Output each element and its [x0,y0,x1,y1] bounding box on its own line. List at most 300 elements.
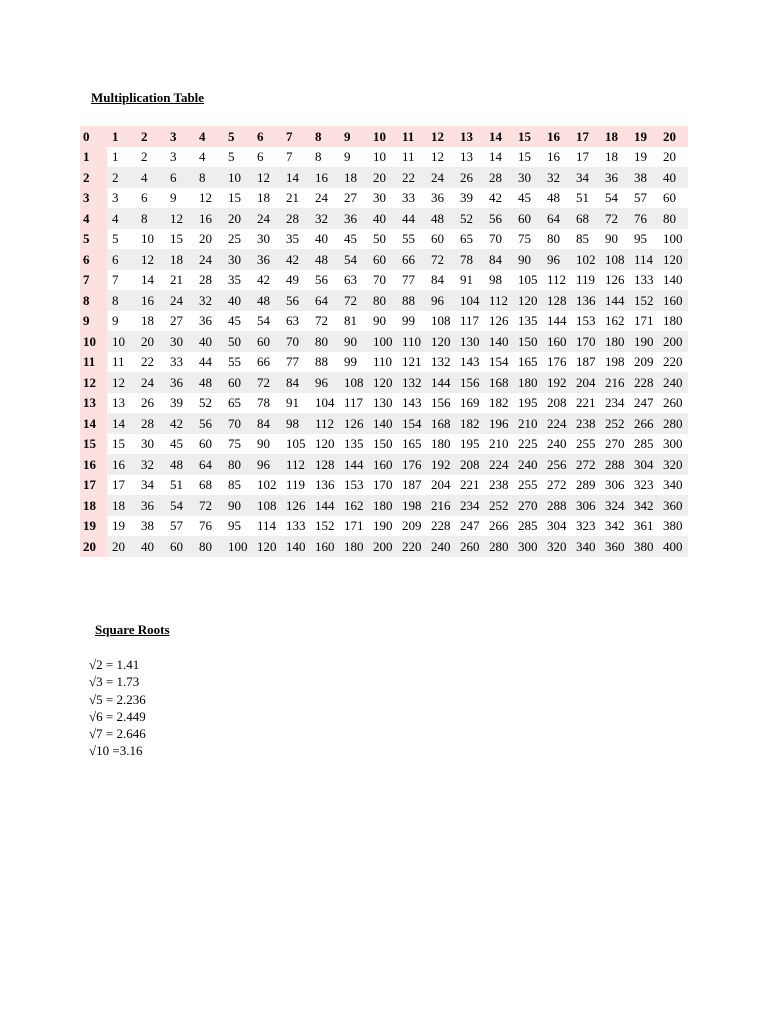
table-cell: 65 [455,229,484,250]
table-cell: 88 [397,290,426,311]
table-cell: 49 [281,270,310,291]
table-cell: 48 [252,290,281,311]
table-cell: 36 [194,311,223,332]
table-cell: 160 [658,290,688,311]
table-header-row [80,126,688,147]
table-cell: 234 [455,495,484,516]
table-cell: 84 [484,249,513,270]
table-cell: 14 [136,270,165,291]
column-header: 9 [339,126,368,147]
table-cell: 44 [397,208,426,229]
table-cell: 8 [310,147,339,168]
row-header: 13 [80,393,107,414]
table-cell: 33 [165,352,194,373]
table-cell: 90 [339,331,368,352]
table-cell: 24 [165,290,194,311]
table-cell: 28 [194,270,223,291]
table-cell: 40 [368,208,397,229]
multiplication-table [80,126,688,557]
table-cell: 340 [658,475,688,496]
table-cell: 40 [194,331,223,352]
table-cell: 66 [252,352,281,373]
table-cell: 210 [484,434,513,455]
table-cell: 32 [542,167,571,188]
table-cell: 42 [281,249,310,270]
table-cell: 120 [252,536,281,557]
multiplication-table-title: Multiplication Table [91,90,205,105]
table-cell: 102 [252,475,281,496]
table-cell: 108 [252,495,281,516]
table-cell: 14 [107,413,136,434]
table-cell: 80 [542,229,571,250]
table-cell: 45 [513,188,542,209]
table-cell: 32 [136,454,165,475]
table-cell: 91 [455,270,484,291]
table-cell: 234 [600,393,629,414]
column-header: 3 [165,126,194,147]
table-cell: 2 [107,167,136,188]
table-cell: 240 [658,372,688,393]
table-cell: 187 [571,352,600,373]
table-cell: 228 [426,516,455,537]
row-header: 11 [80,352,107,373]
table-cell: 38 [136,516,165,537]
table-cell: 72 [252,372,281,393]
table-cell: 72 [194,495,223,516]
table-cell: 247 [455,516,484,537]
column-header: 13 [455,126,484,147]
table-cell: 63 [339,270,368,291]
table-row [80,495,688,516]
table-cell: 45 [165,434,194,455]
table-cell: 85 [223,475,252,496]
column-header: 7 [281,126,310,147]
table-cell: 108 [339,372,368,393]
table-cell: 28 [281,208,310,229]
table-cell: 20 [368,167,397,188]
table-cell: 162 [339,495,368,516]
table-cell: 171 [629,311,658,332]
table-cell: 66 [397,249,426,270]
table-cell: 288 [600,454,629,475]
table-cell: 3 [107,188,136,209]
table-cell: 54 [165,495,194,516]
table-cell: 90 [223,495,252,516]
table-cell: 15 [223,188,252,209]
table-cell: 130 [368,393,397,414]
table-cell: 10 [223,167,252,188]
table-cell: 26 [136,393,165,414]
table-cell: 126 [339,413,368,434]
table-cell: 224 [542,413,571,434]
table-cell: 110 [368,352,397,373]
table-cell: 121 [397,352,426,373]
table-cell: 14 [484,147,513,168]
table-cell: 380 [629,536,658,557]
table-cell: 30 [165,331,194,352]
table-cell: 144 [426,372,455,393]
table-cell: 76 [629,208,658,229]
table-cell: 18 [165,249,194,270]
table-cell: 209 [629,352,658,373]
table-cell: 320 [658,454,688,475]
table-cell: 112 [542,270,571,291]
table-cell: 52 [194,393,223,414]
table-cell: 144 [339,454,368,475]
table-cell: 104 [310,393,339,414]
table-cell: 117 [455,311,484,332]
table-cell: 209 [397,516,426,537]
table-cell: 10 [368,147,397,168]
row-header: 15 [80,434,107,455]
table-cell: 39 [455,188,484,209]
table-cell: 18 [252,188,281,209]
table-cell: 72 [426,249,455,270]
table-cell: 169 [455,393,484,414]
table-cell: 170 [368,475,397,496]
table-cell: 380 [658,516,688,537]
row-header: 8 [80,290,107,311]
table-row [80,352,688,373]
table-cell: 208 [542,393,571,414]
table-cell: 38 [629,167,658,188]
table-row [80,270,688,291]
table-cell: 99 [397,311,426,332]
table-cell: 32 [310,208,339,229]
column-header: 2 [136,126,165,147]
table-cell: 171 [339,516,368,537]
table-cell: 70 [281,331,310,352]
table-cell: 56 [194,413,223,434]
table-cell: 56 [484,208,513,229]
table-cell: 96 [542,249,571,270]
table-cell: 190 [368,516,397,537]
row-header: 16 [80,454,107,475]
row-header: 1 [80,147,107,168]
square-root-item: √6 = 2.449 [89,708,146,724]
table-cell: 255 [571,434,600,455]
table-cell: 42 [165,413,194,434]
table-row [80,249,688,270]
table-cell: 13 [455,147,484,168]
table-cell: 216 [600,372,629,393]
table-cell: 16 [107,454,136,475]
table-cell: 204 [426,475,455,496]
table-cell: 160 [310,536,339,557]
table-cell: 200 [658,331,688,352]
table-cell: 304 [542,516,571,537]
table-cell: 285 [513,516,542,537]
table-cell: 288 [542,495,571,516]
table-cell: 306 [571,495,600,516]
table-cell: 16 [542,147,571,168]
table-cell: 150 [368,434,397,455]
table-cell: 114 [252,516,281,537]
table-cell: 240 [542,434,571,455]
table-cell: 108 [426,311,455,332]
table-cell: 114 [629,249,658,270]
table-cell: 304 [629,454,658,475]
table-cell: 340 [571,536,600,557]
table-cell: 4 [107,208,136,229]
table-cell: 77 [281,352,310,373]
table-cell: 143 [455,352,484,373]
table-cell: 3 [165,147,194,168]
table-cell: 42 [484,188,513,209]
table-cell: 20 [107,536,136,557]
table-cell: 170 [571,331,600,352]
row-header: 2 [80,167,107,188]
row-header: 3 [80,188,107,209]
table-cell: 182 [455,413,484,434]
table-cell: 99 [339,352,368,373]
table-cell: 195 [455,434,484,455]
table-cell: 120 [368,372,397,393]
table-cell: 78 [252,393,281,414]
table-cell: 150 [513,331,542,352]
table-row [80,290,688,311]
table-cell: 220 [658,352,688,373]
table-cell: 40 [223,290,252,311]
table-cell: 270 [600,434,629,455]
table-cell: 342 [629,495,658,516]
table-cell: 19 [107,516,136,537]
table-cell: 85 [571,229,600,250]
table-cell: 36 [426,188,455,209]
row-header: 14 [80,413,107,434]
table-cell: 60 [426,229,455,250]
table-cell: 57 [165,516,194,537]
table-cell: 285 [629,434,658,455]
table-cell: 180 [658,311,688,332]
table-cell: 96 [252,454,281,475]
table-cell: 25 [223,229,252,250]
table-cell: 126 [600,270,629,291]
table-cell: 78 [455,249,484,270]
square-root-item: √7 = 2.646 [89,726,146,742]
table-cell: 4 [194,147,223,168]
table-cell: 9 [339,147,368,168]
column-header: 19 [629,126,658,147]
table-cell: 247 [629,393,658,414]
square-root-item: √3 = 1.73 [89,674,140,690]
table-cell: 60 [658,188,688,209]
table-cell: 190 [629,331,658,352]
table-cell: 84 [426,270,455,291]
table-cell: 36 [136,495,165,516]
table-cell: 192 [542,372,571,393]
table-cell: 65 [223,393,252,414]
row-header: 10 [80,331,107,352]
table-cell: 7 [281,147,310,168]
table-row [80,147,688,168]
row-header: 19 [80,516,107,537]
table-cell: 11 [397,147,426,168]
table-cell: 45 [223,311,252,332]
table-cell: 154 [484,352,513,373]
table-cell: 60 [194,434,223,455]
table-cell: 100 [658,229,688,250]
table-cell: 256 [542,454,571,475]
table-cell: 152 [629,290,658,311]
table-cell: 80 [223,454,252,475]
table-cell: 160 [368,454,397,475]
table-cell: 26 [455,167,484,188]
table-cell: 272 [571,454,600,475]
table-cell: 75 [223,434,252,455]
table-cell: 32 [194,290,223,311]
table-cell: 400 [658,536,688,557]
table-cell: 68 [194,475,223,496]
table-cell: 2 [136,147,165,168]
table-cell: 320 [542,536,571,557]
table-cell: 342 [600,516,629,537]
table-cell: 5 [223,147,252,168]
table-cell: 132 [426,352,455,373]
table-cell: 24 [136,372,165,393]
table-cell: 28 [136,413,165,434]
table-cell: 208 [455,454,484,475]
table-cell: 6 [165,167,194,188]
table-cell: 95 [629,229,658,250]
table-cell: 240 [426,536,455,557]
table-cell: 48 [310,249,339,270]
table-cell: 108 [600,249,629,270]
table-cell: 240 [513,454,542,475]
table-cell: 54 [600,188,629,209]
table-cell: 224 [484,454,513,475]
table-cell: 60 [252,331,281,352]
table-cell: 252 [484,495,513,516]
table-row [80,208,688,229]
table-row [80,372,688,393]
table-cell: 126 [484,311,513,332]
table-cell: 360 [600,536,629,557]
table-cell: 105 [281,434,310,455]
table-cell: 20 [136,331,165,352]
table-cell: 112 [484,290,513,311]
table-cell: 95 [223,516,252,537]
table-cell: 80 [310,331,339,352]
table-cell: 168 [484,372,513,393]
table-cell: 140 [484,331,513,352]
table-cell: 280 [484,536,513,557]
table-cell: 168 [426,413,455,434]
table-cell: 100 [223,536,252,557]
table-cell: 90 [600,229,629,250]
table-cell: 15 [513,147,542,168]
square-roots-list [89,656,146,760]
table-cell: 105 [513,270,542,291]
table-cell: 12 [426,147,455,168]
table-cell: 22 [136,352,165,373]
table-cell: 17 [571,147,600,168]
table-cell: 196 [484,413,513,434]
table-cell: 323 [571,516,600,537]
table-row [80,167,688,188]
table-cell: 120 [513,290,542,311]
table-cell: 130 [455,331,484,352]
column-header: 15 [513,126,542,147]
table-cell: 11 [107,352,136,373]
table-cell: 112 [281,454,310,475]
table-cell: 84 [281,372,310,393]
table-row [80,413,688,434]
table-cell: 80 [194,536,223,557]
table-cell: 14 [281,167,310,188]
table-cell: 70 [368,270,397,291]
table-cell: 12 [107,372,136,393]
table-cell: 165 [397,434,426,455]
column-header: 18 [600,126,629,147]
table-cell: 5 [107,229,136,250]
table-cell: 50 [223,331,252,352]
table-cell: 64 [542,208,571,229]
table-cell: 44 [194,352,223,373]
table-cell: 8 [107,290,136,311]
column-header: 17 [571,126,600,147]
table-cell: 360 [658,495,688,516]
column-header: 14 [484,126,513,147]
table-row [80,475,688,496]
table-cell: 24 [426,167,455,188]
table-cell: 9 [165,188,194,209]
table-cell: 34 [136,475,165,496]
table-cell: 28 [484,167,513,188]
column-header: 4 [194,126,223,147]
table-cell: 156 [426,393,455,414]
table-cell: 238 [484,475,513,496]
table-cell: 289 [571,475,600,496]
table-cell: 60 [513,208,542,229]
table-cell: 120 [658,249,688,270]
table-cell: 135 [513,311,542,332]
table-cell: 68 [571,208,600,229]
table-cell: 270 [513,495,542,516]
table-row [80,393,688,414]
table-cell: 27 [339,188,368,209]
table-cell: 135 [339,434,368,455]
table-cell: 100 [368,331,397,352]
table-cell: 96 [310,372,339,393]
table-cell: 1 [107,147,136,168]
table-cell: 8 [136,208,165,229]
table-cell: 160 [542,331,571,352]
table-cell: 238 [571,413,600,434]
table-cell: 119 [571,270,600,291]
table-cell: 70 [223,413,252,434]
table-cell: 12 [252,167,281,188]
column-header: 12 [426,126,455,147]
table-cell: 72 [600,208,629,229]
table-cell: 56 [310,270,339,291]
table-cell: 153 [571,311,600,332]
table-cell: 140 [658,270,688,291]
table-cell: 48 [426,208,455,229]
table-cell: 12 [194,188,223,209]
table-cell: 180 [426,434,455,455]
table-cell: 324 [600,495,629,516]
table-cell: 300 [658,434,688,455]
table-cell: 176 [542,352,571,373]
table-cell: 39 [165,393,194,414]
table-cell: 165 [513,352,542,373]
table-cell: 36 [339,208,368,229]
table-cell: 55 [223,352,252,373]
column-header: 0 [80,126,107,147]
table-cell: 144 [542,311,571,332]
table-cell: 40 [658,167,688,188]
